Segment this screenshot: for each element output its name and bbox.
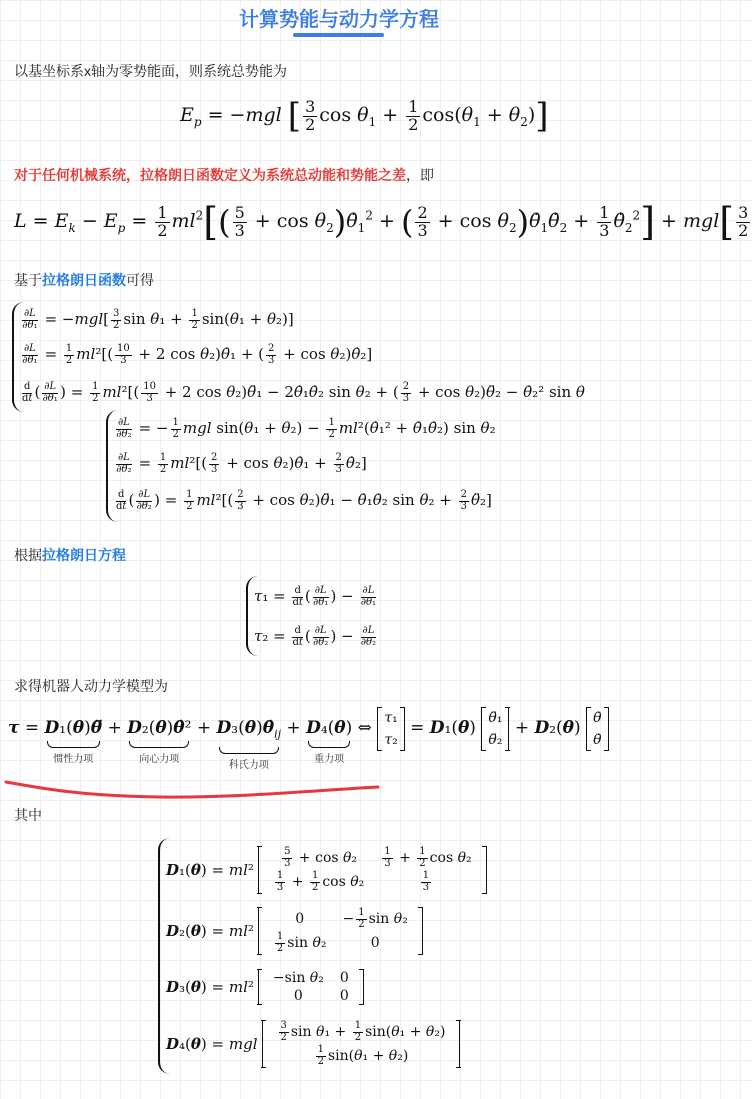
label-coriolis: 科氏力项 [228,760,269,772]
link-lagrangian-function[interactable]: 拉格朗日函数 [42,272,126,288]
text-according: 根据 [14,547,42,563]
equation-system-theta2: $\frac{\partial L}{\text{∂θ₂}}$ = − $\frac{1}{2}$ mgl sin(θ₁ + θ₂) − $\frac{1}{2}$ ml²(θ̇₁² + θ̇₁θ̇₂) sin θ₂ $\frac{\partial L}{\text{∂θ̇₂}}$ = $\frac{1}{2}$ ml²[( $\frac{2}{3}$ + cos θ₂)θ̇₁ + $\frac{2}{3}$ θ̇₂] $\frac{d}{dt}$ ( $\frac{\partial L}{\text{∂θ̇₂}}$ ) = $\frac{1}{2}$ ml²[( $\frac{2}{3}$ + cos θ₂)θ̈₁ − θ̇₁θ̇₂ sin θ₂ + $\frac{2}{3}$ θ̈₂] [106,410,584,522]
text-based-on: 基于 [14,272,42,288]
paragraph-based-on-lagrangian [14,270,154,290]
equation-potential-energy: $E_p = -mgl$ [ $\frac{3}{2}$ $\cos \theta_1$ + $\frac{1}{2}$ $\cos(\theta_1 + \theta_2)$] [180,96,549,136]
paragraph-lagrangian-definition [14,165,434,185]
paragraph-according-lagrange [14,545,126,565]
equation-lagrangian: $L = E_k - E_p$ = $\frac{1}{2}$ $ml^2$[( $\frac{5}{3}$ + $\cos \theta_2)\thetȧ_1^2$ + ( $\frac{2}{3}$ + $\cos \theta_2)\thetȧ_1\thetȧ_2$ + $\frac{1}{3}$ $\thetȧ_2^2] + mgl$[ $\frac{3}{2}$ [14,200,749,244]
paragraph-where: 其中 [14,807,42,823]
label-centripetal: 向心力项 [139,754,180,765]
title-underline [293,33,384,37]
label-gravity: 重力项 [314,754,345,765]
equation-matrices: D₁(θ) = ml² $\frac{5}{3}$ + cos θ₂ $\frac{1}{3}$ + $\frac{1}{2}$ cos θ₂ $\frac{1}{3}$ + $\frac{1}{2}$ cos θ₂ $\frac{1}{3}$ D₂(θ) = ml² 0 − $\frac{1}{2}$ sin θ₂ $\frac{1}{2}$ sin θ₂ 0 D₃(θ) = ml² −sin θ₂ 0 0 0 D₄(θ) = mgl $\frac{3}{2}$ sin θ₁ + $\frac{1}{2}$ sin(θ₁ + θ₂) $\frac{1}{2}$ sin(θ₁ + θ₂) [158,838,546,1074]
equation-lagrange-torques: τ₁ = $\frac{d}{dt}$ ( $\frac{\partial L}{\text{∂θ̇₁}}$ ) − $\frac{\partial L}{\text{∂θ₁}}$ τ₂ = $\frac{d}{dt}$ ( $\frac{\partial L}{\text{∂θ̇₂}}$ ) − $\frac{\partial L}{\text{∂θ₂}}$ [246,576,454,656]
paragraph-potential-energy: 以基坐标系x轴为零势能面，则系统总势能为 [14,63,287,79]
equation-system-theta1: $\frac{\partial L}{\text{∂θ₁}}$ = −mgl[ $\frac{3}{2}$ sin θ₁ + $\frac{1}{2}$ sin(θ₁ + θ₂)] $\frac{\partial L}{\text{∂θ̇₁}}$ = $\frac{1}{2}$ ml²[( $\frac{10}{3}$ + 2 cos θ₂)θ̇₁ + ( $\frac{2}{3}$ + cos θ₂)θ̇₂] $\frac{d}{dt}$ ( $\frac{\partial L}{\text{∂θ̇₁}}$ ) = $\frac{1}{2}$ ml²[( $\frac{10}{3}$ + 2 cos θ₂)θ̈₁ − 2θ̇₁θ̇₂ sin θ₂ + ( $\frac{2}{3}$ + cos θ₂)θ̈₂ − θ̇₂² sin θ [12,302,688,412]
lagrangian-definition-tail: ，即 [406,167,434,183]
label-inertia: 惯性力项 [53,754,94,765]
page-title: 计算势能与动力学方程 [239,9,439,31]
red-underline-annotation [0,770,400,800]
lagrangian-definition-highlight: 对于任何机械系统，拉格朗日函数定义为系统总动能和势能之差 [14,167,406,183]
paragraph-dynamics-model: 求得机器人动力学模型为 [14,678,168,694]
equation-dynamics-model: τ = D₁(θ)θ̈ 惯性力项 + D₂(θ)θ̇² 向心力项 + $D_3(\theta)\thetȧ_{ij}$ 科氏力项 + D₄(θ) 重力项 ⇔ τ₁ τ₂ = D₁(θ) θ̈₁ θ̈₂ + D₂(θ) θ̇ θ̇ [8,715,609,771]
link-lagrange-equation[interactable]: 拉格朗日方程 [42,547,126,563]
text-obtain: 可得 [126,272,154,288]
